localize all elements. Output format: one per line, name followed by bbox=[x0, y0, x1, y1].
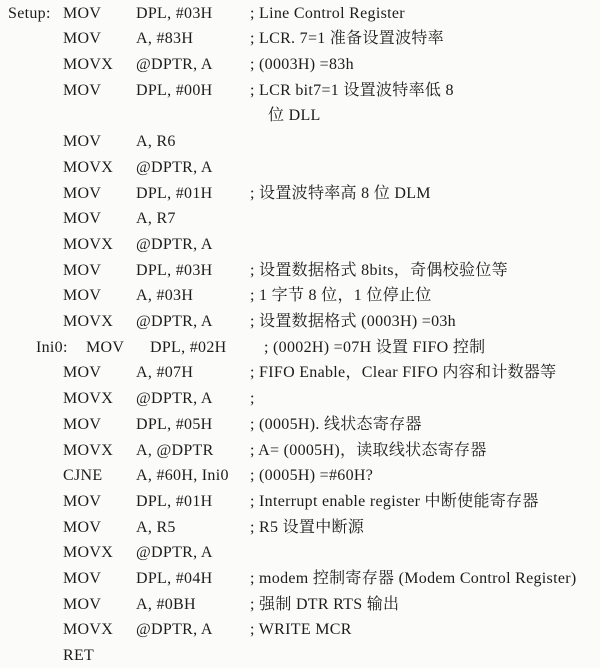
operands: DPL, #02H bbox=[150, 338, 227, 356]
operands: A, #03H bbox=[136, 287, 194, 305]
code-line bbox=[0, 592, 600, 618]
operands: @DPTR, A bbox=[136, 56, 213, 73]
operands: @DPTR, A bbox=[136, 235, 213, 253]
operands: A, R7 bbox=[136, 210, 176, 228]
comment: ; modem 控制寄存器 (Modem Control Register) bbox=[250, 570, 577, 587]
operands: A, #0BH bbox=[136, 595, 196, 613]
code-line bbox=[0, 412, 600, 438]
mnemonic: MOV bbox=[63, 81, 102, 99]
mnemonic: MOV bbox=[63, 261, 102, 279]
mnemonic: RET bbox=[63, 647, 95, 665]
code-line bbox=[0, 52, 600, 78]
code-line bbox=[0, 360, 600, 386]
comment: ; LCR. 7=1 准备设置波特率 bbox=[250, 30, 444, 48]
operands: DPL, #04H bbox=[136, 570, 213, 587]
code-line bbox=[0, 258, 600, 284]
mnemonic: MOV bbox=[63, 364, 102, 382]
comment-continuation-text: 位 DLL bbox=[268, 107, 321, 125]
code-label: Ini0: bbox=[36, 338, 68, 356]
operands: A, #60H, Ini0 bbox=[136, 467, 229, 485]
operands: @DPTR, A bbox=[136, 544, 213, 562]
operands: @DPTR, A bbox=[136, 390, 213, 408]
mnemonic: MOVX bbox=[63, 544, 114, 562]
operands: A, @DPTR bbox=[136, 441, 214, 459]
comment: ; 1 字节 8 位，1 位停止位 bbox=[250, 287, 432, 305]
code-line bbox=[0, 78, 600, 104]
operands: DPL, #01H bbox=[136, 492, 213, 510]
code-line bbox=[0, 206, 600, 232]
mnemonic: MOV bbox=[63, 415, 102, 433]
comment: ; bbox=[250, 390, 255, 408]
mnemonic: MOV bbox=[63, 570, 102, 587]
mnemonic: MOVX bbox=[63, 441, 114, 459]
mnemonic: CJNE bbox=[63, 467, 103, 485]
code-line bbox=[0, 155, 600, 181]
comment: ; 设置数据格式 (0003H) =03h bbox=[250, 313, 456, 330]
code-label: Setup: bbox=[8, 4, 51, 22]
mnemonic: MOVX bbox=[63, 390, 114, 408]
operands: DPL, #00H bbox=[136, 81, 213, 99]
comment: ; A= (0005H)，读取线状态寄存器 bbox=[250, 441, 487, 459]
operands: @DPTR, A bbox=[136, 621, 213, 639]
operands: A, #07H bbox=[136, 364, 194, 382]
operands: DPL, #03H bbox=[136, 261, 213, 279]
mnemonic: MOV bbox=[63, 30, 102, 48]
mnemonic: MOV bbox=[63, 287, 102, 305]
code-line bbox=[0, 335, 600, 361]
code-line bbox=[0, 283, 600, 309]
mnemonic: MOVX bbox=[63, 235, 114, 253]
comment: ; (0005H). 线状态寄存器 bbox=[250, 415, 422, 433]
comment: ; (0003H) =83h bbox=[250, 56, 354, 73]
code-line bbox=[0, 489, 600, 515]
comment: ; Line Control Register bbox=[250, 4, 405, 22]
mnemonic: MOV bbox=[63, 133, 102, 151]
comment: ; 设置数据格式 8bits，奇偶校验位等 bbox=[250, 261, 508, 279]
operands: @DPTR, A bbox=[136, 158, 213, 176]
comment: ; 设置波特率高 8 位 DLM bbox=[250, 184, 431, 202]
code-line bbox=[0, 26, 600, 52]
mnemonic: MOV bbox=[63, 210, 102, 228]
comment: ; LCR bit7=1 设置波特率低 8 bbox=[250, 81, 454, 99]
mnemonic: MOVX bbox=[63, 621, 114, 639]
operands: DPL, #05H bbox=[136, 415, 213, 433]
comment: ; R5 设置中断源 bbox=[250, 518, 365, 536]
operands: A, R6 bbox=[136, 133, 176, 151]
mnemonic: MOV bbox=[63, 595, 102, 613]
code-line bbox=[0, 643, 600, 668]
mnemonic: MOV bbox=[86, 338, 125, 356]
code-line bbox=[0, 617, 600, 643]
code-line bbox=[0, 309, 600, 335]
mnemonic: MOVX bbox=[63, 158, 114, 176]
code-line bbox=[0, 540, 600, 566]
code-line bbox=[0, 181, 600, 207]
code-line bbox=[0, 438, 600, 464]
code-line bbox=[0, 386, 600, 412]
comment: ; Interrupt enable register 中断使能寄存器 bbox=[250, 492, 539, 510]
comment: ; WRITE MCR bbox=[250, 621, 352, 639]
mnemonic: MOV bbox=[63, 492, 102, 510]
operands: DPL, #01H bbox=[136, 184, 213, 202]
code-line bbox=[0, 129, 600, 155]
mnemonic: MOV bbox=[63, 518, 102, 536]
comment: ; FIFO Enable，Clear FIFO 内容和计数器等 bbox=[250, 364, 557, 382]
code-line bbox=[0, 232, 600, 258]
comment: ; (0005H) =#60H? bbox=[250, 467, 374, 485]
code-line bbox=[0, 566, 600, 592]
operands: A, #83H bbox=[136, 30, 194, 48]
mnemonic: MOVX bbox=[63, 56, 114, 73]
operands: @DPTR, A bbox=[136, 313, 213, 330]
operands: DPL, #03H bbox=[136, 4, 213, 22]
comment: ; 强制 DTR RTS 输出 bbox=[250, 595, 400, 613]
code-line bbox=[0, 463, 600, 489]
code-line bbox=[0, 515, 600, 541]
comment-continuation-line bbox=[0, 103, 600, 129]
mnemonic: MOV bbox=[63, 184, 102, 202]
code-line bbox=[0, 1, 600, 27]
mnemonic: MOVX bbox=[63, 313, 114, 330]
comment: ; (0002H) =07H 设置 FIFO 控制 bbox=[264, 338, 486, 356]
operands: A, R5 bbox=[136, 518, 176, 536]
mnemonic: MOV bbox=[63, 4, 102, 22]
